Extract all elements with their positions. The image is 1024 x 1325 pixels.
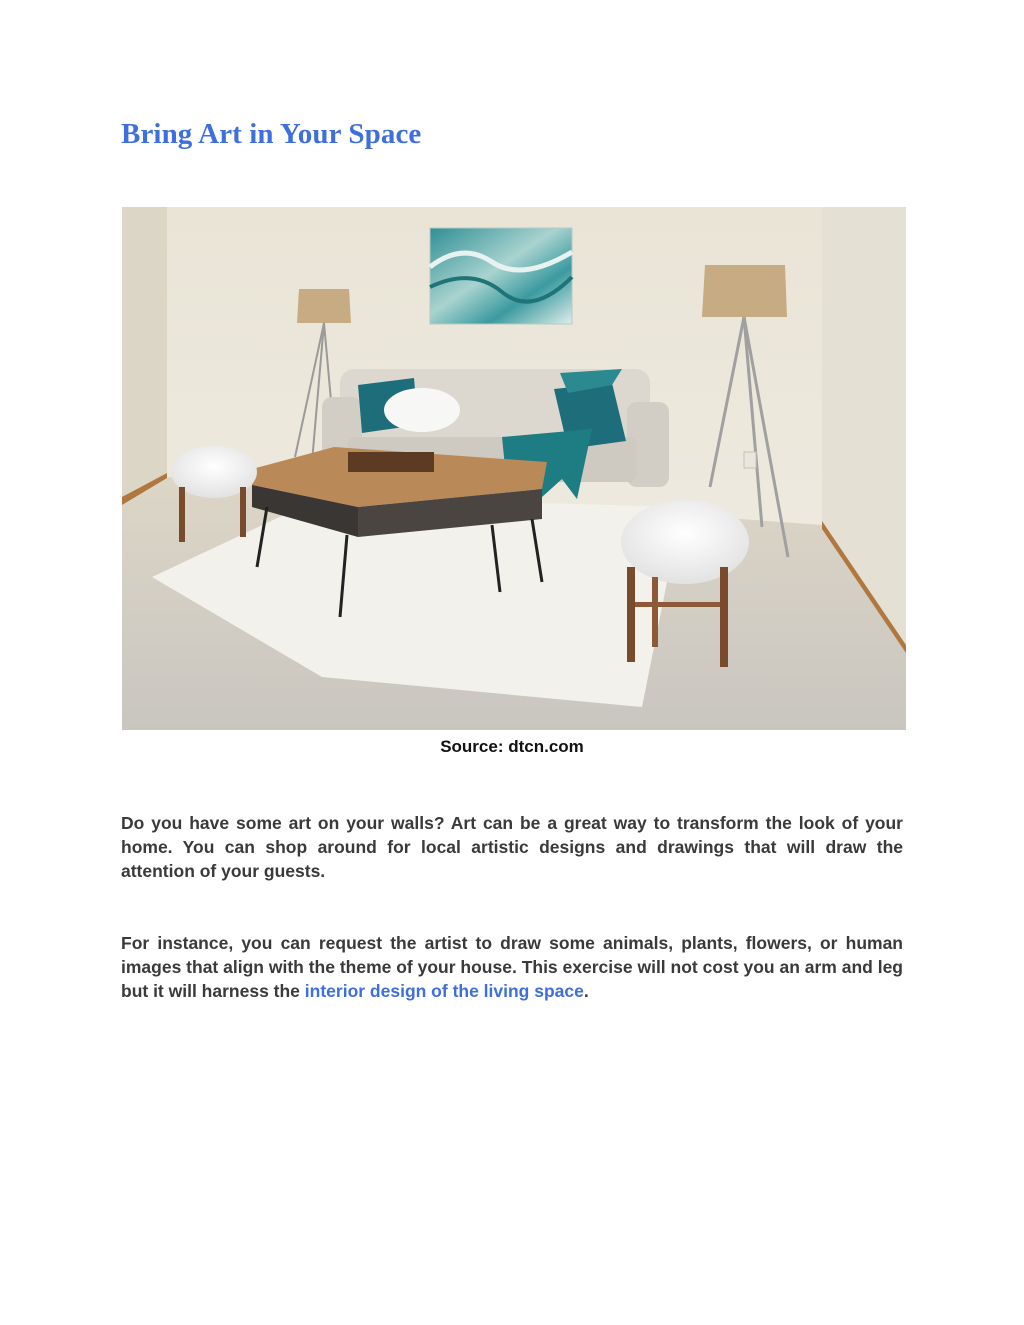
living-room-photo xyxy=(122,207,906,730)
image-caption: Source: dtcn.com xyxy=(440,737,584,756)
page-title: Bring Art in Your Space xyxy=(121,118,422,150)
paragraph-2-text: For instance, you can request the artist to draw some animals, plants, flowers, or human images that align with the theme of your house. This exercise will not cost you an arm and leg but it will harness the xyxy=(121,933,903,1001)
paragraph-2-end: . xyxy=(583,981,589,1001)
interior-design-link[interactable]: interior design of the living space xyxy=(304,981,584,1001)
paragraph-1: Do you have some art on your walls? Art can be a great way to transform the look of your home. You can shop around for local artistic designs and drawings that will draw the attention of your guests. xyxy=(121,813,903,881)
paragraph-2 xyxy=(121,931,903,1003)
